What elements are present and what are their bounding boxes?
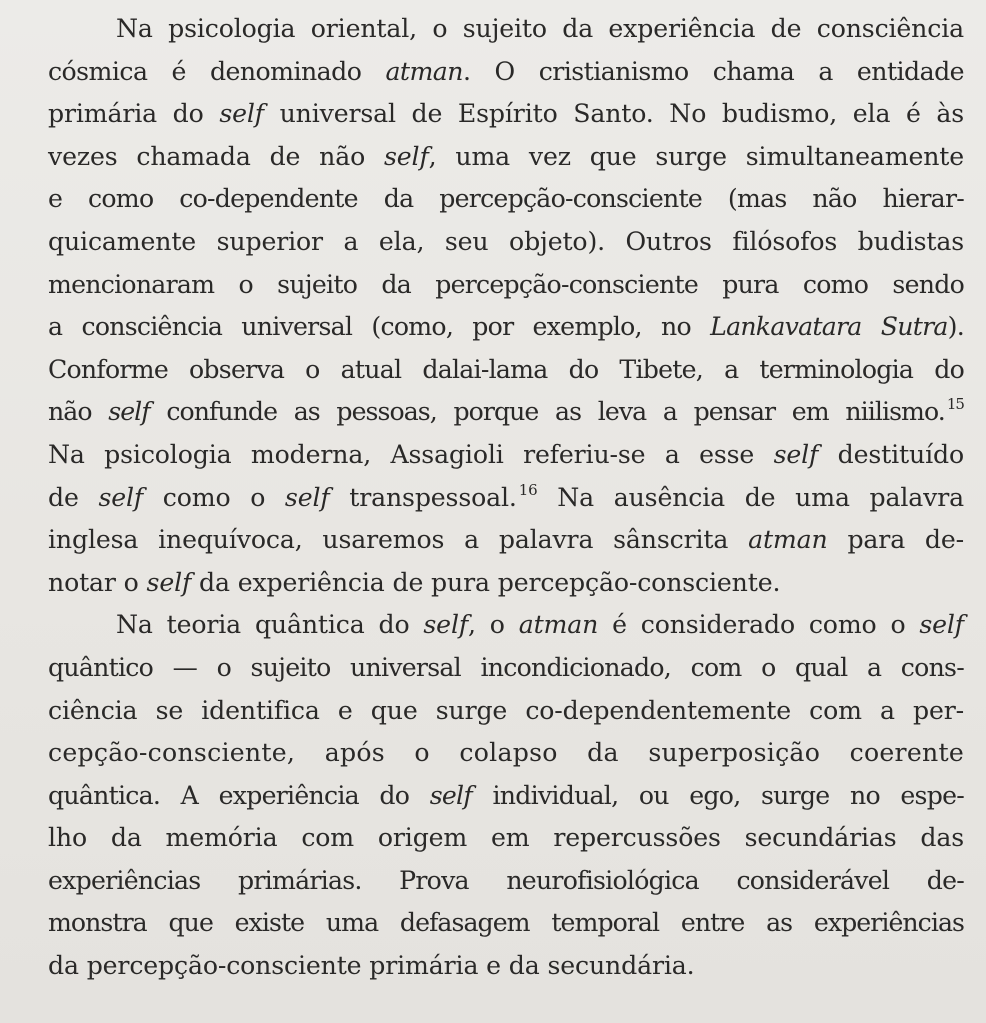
- text-line: lho da memória com origem em repercussões secundárias das: [48, 823, 964, 853]
- text-line: a consciência universal (como, por exemplo, no Lankavatara Sutra).: [48, 312, 964, 342]
- text-line: monstra que existe uma defasagem temporal entre as experiências: [48, 908, 964, 938]
- footnote-ref-16: 16: [518, 480, 538, 499]
- text-line: inglesa inequívoca, usaremos a palavra sânscrita atman para de-: [48, 525, 964, 555]
- text-line: quântico — o sujeito universal incondicionado, com o qual a cons-: [48, 652, 964, 682]
- paragraph-2: [48, 604, 964, 987]
- text-line: da percepção-consciente primária e da secundária.: [48, 951, 695, 981]
- text-line: não self confunde as pessoas, porque as leva a pensar em niilismo. $^{15}$: [48, 395, 964, 427]
- text-line: vezes chamada de não self, uma vez que surge simultaneamente: [48, 141, 964, 171]
- text-line: Na psicologia moderna, Assagioli referiu-se a esse self destituído: [48, 439, 964, 469]
- text-line: Conforme observa o atual dalai-lama do Tibete, a terminologia do: [48, 354, 964, 384]
- text-line: ciência se identifica e que surge co-dependentemente com a per-: [48, 695, 964, 725]
- footnote-ref-15: 15: [946, 395, 964, 414]
- text-line: cepção-consciente, após o colapso da superposição coerente: [48, 738, 964, 768]
- text-line: cósmica é denominado atman. O cristianismo chama a entidade: [48, 56, 964, 86]
- text-line: mencionaram o sujeito da percepção-consciente pura como sendo: [48, 269, 964, 299]
- text-line: quântica. A experiência do self individual, ou ego, surge no espe-: [48, 780, 964, 810]
- text-line: notar o self da experiência de pura percepção-consciente.: [48, 567, 781, 597]
- paragraph-1: [48, 8, 964, 604]
- text-line: Na teoria quântica do self, o atman é considerado como o self: [116, 610, 964, 640]
- text-line: e como co-dependente da percepção-consciente (mas não hierar-: [48, 184, 964, 214]
- text-line: quicamente superior a ela, seu objeto). Outros filósofos budistas: [48, 226, 964, 256]
- text-line: primária do self universal de Espírito Santo. No budismo, ela é às: [48, 99, 965, 129]
- text-line: experiências primárias. Prova neurofisiológica considerável de-: [48, 865, 964, 895]
- text-line: Na psicologia oriental, o sujeito da experiência de consciência: [116, 14, 964, 43]
- text-line: de self como o self transpessoal. $^{16}$ Na ausência de uma palavra: [48, 480, 964, 512]
